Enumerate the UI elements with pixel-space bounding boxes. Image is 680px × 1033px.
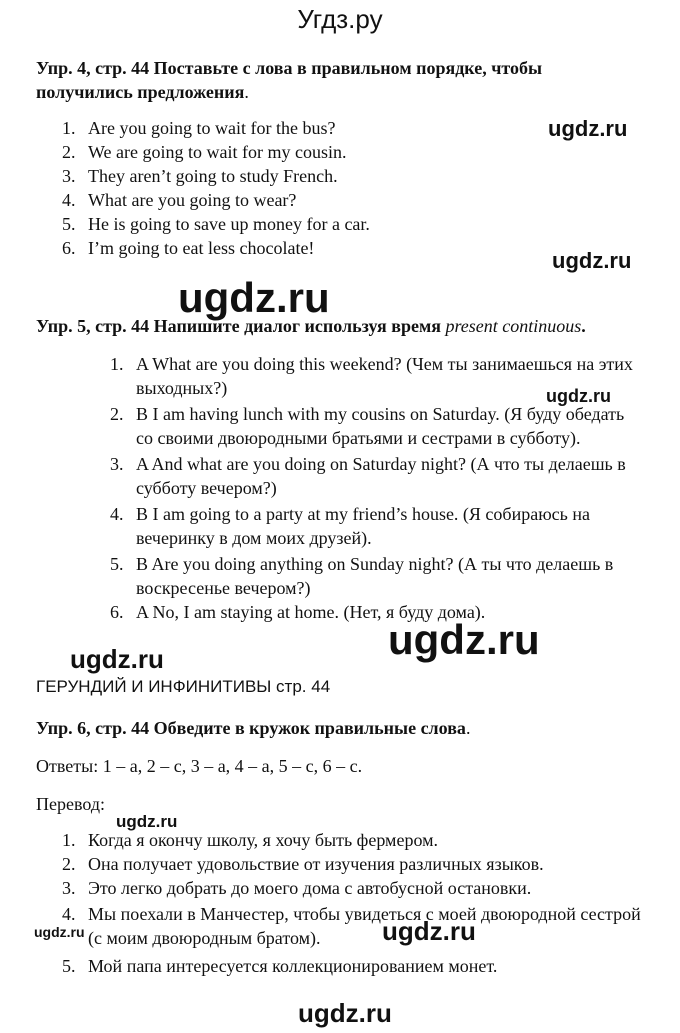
translation-label: Перевод: xyxy=(36,794,105,814)
list-item: 2. Она получает удовольствие от изучения различных языков. xyxy=(62,854,544,874)
section-title: ГЕРУНДИЙ И ИНФИНИТИВЫ стр. 44 xyxy=(36,677,331,696)
ex4-heading: Упр. 4, стр. 44 Поставьте с лова в правильном порядке, чтобы получились предложения. xyxy=(36,58,543,102)
site-title: Угдз.ру xyxy=(297,4,383,34)
list-item: 3. They aren’t going to study French. xyxy=(62,166,338,186)
list-item: 4. B I am going to a party at my friend’s house. (Я собираюсь на вечеринку в дом моих друзей). xyxy=(110,504,590,548)
list-item: 2. B I am having lunch with my cousins on Saturday. (Я буду обедать со своими двоюродными братьями и сестрами в субботу). xyxy=(110,404,625,448)
list-item: 4. Мы поехали в Манчестер, чтобы увидеться с моей двоюродной сестрой (с моим двоюродным братом). xyxy=(62,904,641,948)
watermark: ugdz.ru xyxy=(34,924,85,940)
list-item: 4. What are you going to wear? xyxy=(62,190,297,210)
list-item: 2. We are going to wait for my cousin. xyxy=(62,142,347,162)
watermark: ugdz.ru xyxy=(178,274,330,321)
list-item: 1. Когда я окончу школу, я хочу быть фермером. xyxy=(62,830,438,850)
answers: Ответы: 1 – a, 2 – c, 3 – a, 4 – a, 5 – c, 6 – c. xyxy=(36,756,363,776)
list-item: 1. A What are you doing this weekend? (Чем ты занимаешься на этих выходных?) xyxy=(110,354,633,398)
watermark: ugdz.ru xyxy=(388,616,540,663)
watermark: ugdz.ru xyxy=(546,386,611,406)
list-item: 5. Мой папа интересуется коллекционированием монет. xyxy=(62,956,498,976)
list-item: 5. He is going to save up money for a car. xyxy=(62,214,370,234)
ex5-heading: Упр. 5, стр. 44 Напишите диалог используя время present continuous. xyxy=(36,316,586,336)
list-item: 5. B Are you doing anything on Sunday night? (А ты что делаешь в воскресенье вечером?) xyxy=(110,554,614,598)
list-item: 3. Это легко добрать до моего дома с автобусной остановки. xyxy=(62,878,532,898)
watermark: ugdz.ru xyxy=(70,644,164,674)
ex6-heading: Упр. 6, стр. 44 Обведите в кружок правильные слова. xyxy=(36,718,471,738)
list-item: 6. A No, I am staying at home. (Нет, я буду дома). xyxy=(110,602,486,622)
list-item: 3. A And what are you doing on Saturday night? (А что ты делаешь в субботу вечером?) xyxy=(110,454,626,498)
watermark: ugdz.ru xyxy=(298,998,392,1028)
watermark: ugdz.ru xyxy=(552,248,632,273)
watermark: ugdz.ru xyxy=(382,916,476,946)
watermark: ugdz.ru xyxy=(548,116,628,141)
list-item: 1. Are you going to wait for the bus? xyxy=(62,118,336,138)
watermark: ugdz.ru xyxy=(116,812,178,831)
list-item: 6. I’m going to eat less chocolate! xyxy=(62,238,315,258)
